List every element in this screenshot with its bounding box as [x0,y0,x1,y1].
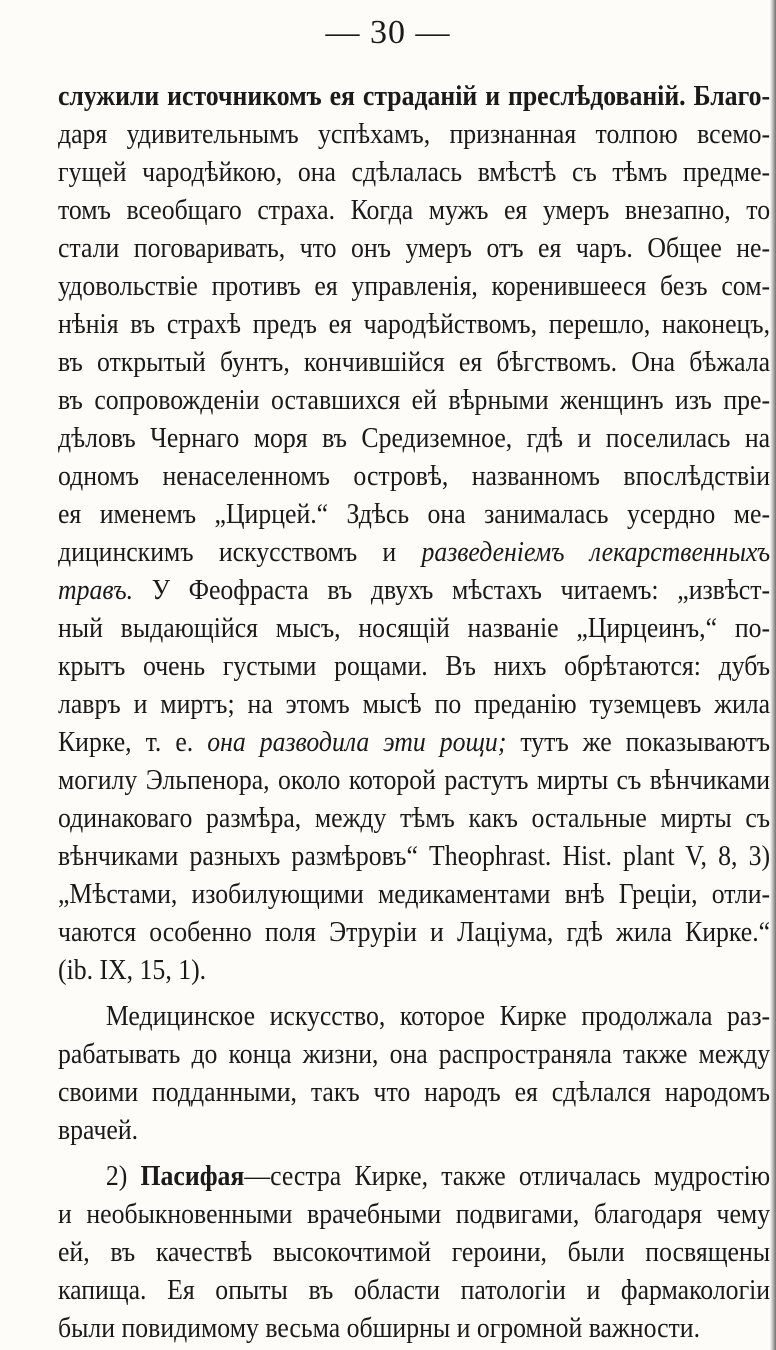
text-line [58,306,770,344]
text-line [58,1112,770,1150]
text-line [58,648,770,686]
text-run: стали поговаривать, что онъ умеръ отъ ея чаръ. Общее не- [58,233,771,264]
text-run: служили источникомъ ея страданій и преслѣдованій. Благо- [58,81,771,112]
text-run: были повидимому весьма обширны и огромной важности. [58,1313,701,1344]
text-run: травъ. [58,575,134,606]
text-run: нѣнія въ страхѣ предъ ея чародѣйствомъ, перешло, наконецъ, [58,309,771,340]
text-run: она разводила эти рощи; [207,727,507,758]
text-run: могилу Эльпенора, около которой растутъ мирты съ вѣнчиками [58,765,771,796]
text-line [58,382,770,420]
text-run: въ открытый бунтъ, кончившійся ея бѣгствомъ. Она бѣжала [58,347,771,378]
text-run: рабатывать до конца жизни, она распространяла также между [58,1039,771,1070]
page-edge-shadow [770,0,776,1350]
text-line [58,496,770,534]
text-line [58,268,770,306]
text-run: Медицинское искусство, которое Кирке продолжала раз- [105,1001,771,1032]
text-line [58,800,770,838]
text-run: крытъ очень густыми рощами. Въ нихъ обрѣтаются: дубъ [58,651,771,682]
text-line [58,1310,770,1348]
text-run: (ib. IX, 15, 1). [58,955,207,986]
text-line [58,230,770,268]
paragraph [58,998,770,1150]
text-run: вѣнчиками разныхъ размѣровъ“ Theophrast. Hist. plant V, 8, 3) [58,841,771,872]
paragraph [58,1158,770,1348]
text-line [58,914,770,952]
text-run: ей, въ качествѣ высокочтимой героини, были посвящены [58,1237,771,1268]
text-run: 2) [105,1161,141,1192]
text-run: разведеніемъ лекарственныхъ [421,537,771,568]
text-line [58,1036,770,1074]
text-run: Кирке, т. е. [58,727,208,758]
text-line [58,458,770,496]
text-run: лавръ и миртъ; на этомъ мысѣ по преданію туземцевъ жила [58,689,771,720]
text-run: капища. Ея опыты въ области патологіи и фармакологіи [58,1275,771,1306]
text-run: дѣловъ Чернаго моря въ Средиземное, гдѣ и поселилась на [58,423,771,454]
text-line [58,1196,770,1234]
body-text [58,78,770,1348]
text-run: —сестра Кирке, также отличалась мудростію [244,1161,771,1192]
text-run: удовольствіе противъ ея управленія, коренившееся безъ сом- [58,271,771,302]
text-line [58,998,770,1036]
text-run: „Мѣстами, изобилующими медикаментами внѣ Греціи, отли- [58,879,771,910]
text-run: ея именемъ „Цирцей.“ Здѣсь она занималась усердно ме- [58,499,771,530]
text-line [58,1158,770,1196]
text-run: томъ всеобщаго страха. Когда мужъ ея умеръ внезапно, то [58,195,771,226]
text-line [58,534,770,572]
text-run: одинаковаго размѣра, между тѣмъ какъ остальные мирты съ [58,803,771,834]
text-line [58,420,770,458]
text-run: чаются особенно поля Этруріи и Лаціума, гдѣ жила Кирке.“ [58,917,771,948]
text-run: даря удивительнымъ успѣхамъ, признанная толпою всемо- [58,119,771,150]
text-line [58,838,770,876]
text-line [58,192,770,230]
text-run: ный выдающійся мысъ, носящій названіе „Цирцеинъ,“ по- [58,613,771,644]
text-line [58,610,770,648]
text-run: врачей. [58,1115,139,1146]
text-run: своими подданными, такъ что народъ ея сдѣлался народомъ [58,1077,771,1108]
text-run: Пасифая [140,1161,245,1192]
text-line [58,686,770,724]
text-line [58,154,770,192]
text-line [58,572,770,610]
text-line [58,876,770,914]
text-line [58,1234,770,1272]
text-line [58,1272,770,1310]
text-run: У Феофраста въ двухъ мѣстахъ читаемъ: „извѣст- [133,575,771,606]
text-line [58,78,770,116]
text-line [58,762,770,800]
text-run: тутъ же показываютъ [506,727,771,758]
text-line [58,344,770,382]
text-run: и необыкновенными врачебными подвигами, благодаря чему [58,1199,771,1230]
text-run: одномъ ненаселенномъ островѣ, названномъ впослѣдствіи [58,461,771,492]
page-number: — 30 — [325,14,451,51]
text-line [58,116,770,154]
text-line [58,1074,770,1112]
text-run: въ сопровожденіи оставшихся ей вѣрными женщинъ изъ пре- [58,385,771,416]
text-run: гущей чародѣйкою, она сдѣлалась вмѣстѣ съ тѣмъ предме- [58,157,771,188]
text-run: дицинскимъ искусствомъ и [58,537,422,568]
text-line [58,952,770,990]
text-line [58,724,770,762]
paragraph [58,78,770,990]
